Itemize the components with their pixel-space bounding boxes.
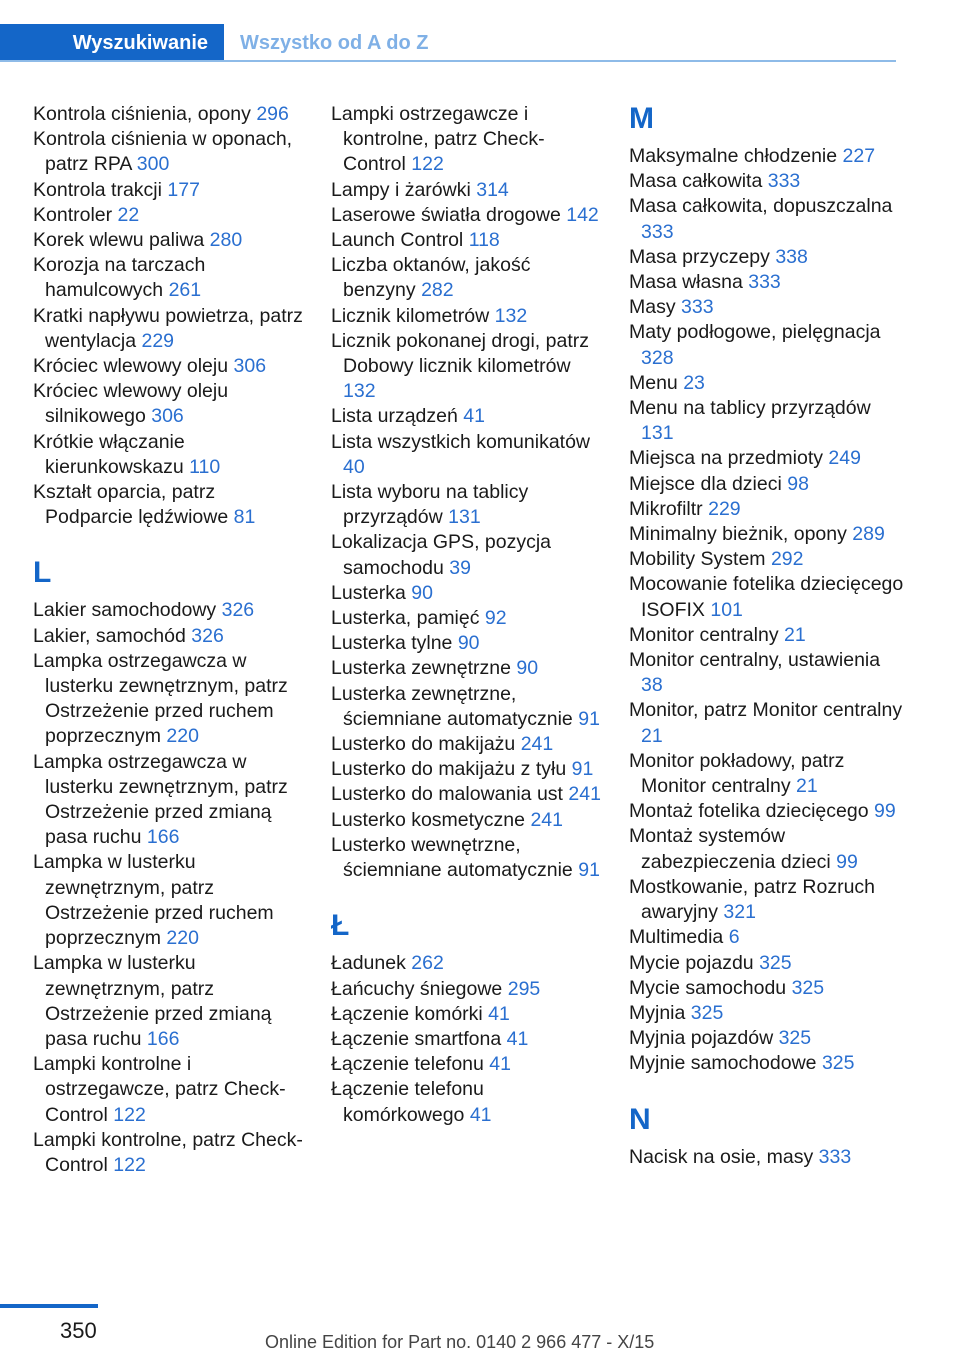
entry-term: Mostkowanie, patrz Rozruch awaryjny <box>629 875 876 924</box>
index-entry <box>33 228 303 253</box>
tab-a-to-z[interactable]: Wszystko od A do Z <box>240 31 429 54</box>
entry-term: Korozja na tarczach hamulcowych <box>33 254 206 302</box>
entry-term: Montaż systemów zabezpieczenia dzieci <box>629 825 831 873</box>
index-column-2 <box>331 102 606 1128</box>
index-entry <box>629 169 904 194</box>
index-entry <box>33 850 303 951</box>
section-letter: N <box>629 1102 651 1136</box>
index-entry <box>331 977 606 1002</box>
index-entry <box>629 472 904 497</box>
index-entry <box>629 976 904 1001</box>
index-entry <box>331 304 606 329</box>
page-link[interactable]: 92 <box>484 607 507 630</box>
page-link[interactable]: 132 <box>343 380 376 403</box>
entry-term: Multimedia <box>629 926 724 949</box>
entry-term: Lusterko do makijażu <box>331 733 516 756</box>
page-link[interactable]: 91 <box>571 758 594 781</box>
index-entry <box>33 127 303 177</box>
entry-term: Lakier samochodowy <box>33 599 217 622</box>
page-link[interactable]: 333 <box>818 1145 852 1168</box>
index-entry <box>331 656 606 681</box>
index-entry <box>331 808 606 833</box>
entry-term: Masy <box>629 296 676 319</box>
page-link[interactable]: 21 <box>796 775 818 798</box>
entry-term: Lista urządzeń <box>331 405 458 428</box>
index-entry <box>629 925 904 950</box>
section-letter: L <box>33 556 52 590</box>
index-entry <box>331 631 606 656</box>
entry-term: Licznik kilometrów <box>331 304 490 327</box>
page-link[interactable]: 81 <box>233 506 256 529</box>
entry-term: Lampka w lusterku zewnętrznym, patrz Ostrzeżenie przed ruchem poprzecznym <box>33 851 274 950</box>
page-link[interactable]: 90 <box>516 657 539 680</box>
tab-search[interactable]: Wyszukiwanie <box>0 24 224 62</box>
page-link[interactable]: 41 <box>469 1103 492 1126</box>
index-entry <box>629 547 904 572</box>
index-entry <box>33 1128 303 1178</box>
footer-divider <box>0 1304 98 1308</box>
page-link[interactable]: 40 <box>343 455 365 478</box>
page-link[interactable]: 325 <box>759 951 792 974</box>
entry-term: Lampka ostrzegawcza w lusterku zewnętrznym, patrz Ostrzeżenie przed ruchem poprzecznym <box>33 649 288 748</box>
index-entry <box>331 581 606 606</box>
index-entry <box>629 824 904 874</box>
page-link[interactable]: 227 <box>842 145 876 167</box>
index-entry <box>629 1145 904 1170</box>
index-entry <box>331 1052 606 1077</box>
page-link[interactable]: 289 <box>852 523 885 546</box>
page-link[interactable]: 282 <box>421 279 454 302</box>
page-link[interactable]: 166 <box>146 1027 180 1050</box>
index-entry <box>629 1051 904 1076</box>
index-entry <box>33 649 303 750</box>
index-entry <box>331 833 606 883</box>
index-entry <box>629 396 904 446</box>
index-entry <box>629 572 904 622</box>
page-link[interactable]: 292 <box>770 548 804 571</box>
entry-term: Lusterko wewnętrzne, ściemniane automatycznie <box>331 833 573 882</box>
entry-term: Lampki ostrzegawcze i kontrolne, patrz Check-Control <box>331 103 545 176</box>
entry-term: Monitor centralny <box>629 623 779 646</box>
page-link[interactable]: 229 <box>708 497 741 520</box>
page-link[interactable]: 333 <box>641 220 674 243</box>
index-entry <box>33 203 303 228</box>
page-number: 350 <box>60 1318 97 1343</box>
page-link[interactable]: 98 <box>787 472 809 495</box>
entry-term: Lusterko do makijażu z tyłu <box>331 758 567 781</box>
page-header <box>0 0 960 64</box>
entry-term: Krótkie włączanie kierunkowskazu <box>33 430 185 478</box>
entry-term: Menu na tablicy przyrządów <box>629 397 871 420</box>
entry-term: Lokalizacja GPS, pozycja samochodu <box>331 531 552 579</box>
page-link[interactable]: 295 <box>507 977 541 1000</box>
page-link[interactable]: 261 <box>168 279 202 302</box>
page-link[interactable]: 249 <box>828 447 861 470</box>
entry-term: Lusterko kosmetyczne <box>331 808 526 831</box>
index-entry <box>33 624 303 649</box>
entry-term: Mikrofiltr <box>629 497 703 520</box>
index-entry <box>629 295 904 320</box>
entry-term: Maty podłogowe, pielęgnacja <box>629 321 881 344</box>
page-link[interactable]: 21 <box>784 623 806 646</box>
page-link[interactable]: 241 <box>520 733 554 756</box>
entry-term: Lakier, samochód <box>33 624 186 647</box>
index-entry <box>629 522 904 547</box>
index-entry <box>331 757 606 782</box>
section-letter: M <box>629 102 654 135</box>
page-link[interactable]: 306 <box>151 405 184 428</box>
entry-term: Nacisk na osie, masy <box>629 1145 814 1168</box>
entry-term: Miejsca na przedmioty <box>629 447 823 470</box>
index-entry <box>629 749 904 799</box>
entry-term: Mocowanie fotelika dziecięcego ISOFIX <box>629 573 904 621</box>
entry-term: Lampki kontrolne, patrz Check-Control <box>33 1128 303 1176</box>
page-link[interactable]: 325 <box>778 1027 812 1050</box>
index-entry <box>331 430 606 480</box>
index-entry <box>331 228 606 253</box>
entry-term: Korek wlewu paliwa <box>33 229 205 252</box>
page-link[interactable]: 91 <box>578 859 600 882</box>
page-link[interactable]: 122 <box>113 1153 146 1176</box>
page-link[interactable]: 6 <box>728 926 740 949</box>
page-link[interactable]: 110 <box>189 455 221 478</box>
index-column-3 <box>629 102 904 1170</box>
index-entry <box>331 102 606 178</box>
index-entry <box>33 1052 303 1128</box>
entry-term: Ładunek <box>331 952 406 975</box>
entry-term: Masa przyczepy <box>629 245 770 268</box>
page-link[interactable]: 132 <box>494 304 528 327</box>
page-link[interactable]: 41 <box>489 1053 511 1076</box>
page-link[interactable]: 328 <box>641 346 674 369</box>
index-entry <box>629 497 904 522</box>
entry-term: Króciec wlewowy oleju silnikowego <box>33 380 229 428</box>
entry-term: Lampka w lusterku zewnętrznym, patrz Ostrzeżenie przed zmianą pasa ruchu <box>33 952 272 1050</box>
entry-term: Kształt oparcia, patrz Podparcie lędźwiowe <box>33 481 229 529</box>
page-link[interactable]: 41 <box>463 405 485 428</box>
index-entry <box>33 430 303 480</box>
page-link[interactable]: 90 <box>457 632 480 655</box>
index-entry <box>629 1026 904 1051</box>
page-link[interactable]: 122 <box>113 1103 146 1126</box>
page-link[interactable]: 333 <box>767 170 801 193</box>
index-entry <box>331 1027 606 1052</box>
page-link[interactable]: 333 <box>748 271 781 294</box>
page-link[interactable]: 122 <box>411 153 444 176</box>
page-link[interactable]: 21 <box>641 724 663 747</box>
index-entry <box>331 1002 606 1027</box>
entry-term: Lusterka, pamięć <box>331 607 480 630</box>
entry-term: Lusterka tylne <box>331 632 453 655</box>
entry-term: Lusterka zewnętrzne, ściemniane automatycznie <box>331 682 573 730</box>
entry-term: Masa całkowita, dopuszczalna <box>629 195 893 218</box>
page-link[interactable]: 229 <box>141 329 175 352</box>
index-entry <box>629 194 904 244</box>
page-link[interactable]: 142 <box>566 203 599 226</box>
header-divider <box>0 60 896 62</box>
page-link[interactable]: 326 <box>221 599 255 622</box>
entry-term: Mycie pojazdu <box>629 951 754 974</box>
page-link[interactable]: 241 <box>530 808 563 831</box>
entry-term: Monitor centralny, ustawienia <box>629 649 881 672</box>
page-link[interactable]: 296 <box>256 103 289 125</box>
page-link[interactable]: 41 <box>488 1002 510 1025</box>
index-entry <box>33 480 303 530</box>
index-entry <box>331 203 606 228</box>
index-entry <box>331 480 606 530</box>
page-link[interactable]: 321 <box>723 901 756 924</box>
page-link[interactable]: 91 <box>578 707 600 730</box>
entry-term: Maksymalne chłodzenie <box>629 145 838 167</box>
entry-term: Liczba oktanów, jakość benzyny <box>331 254 531 302</box>
page-link[interactable]: 300 <box>136 153 170 176</box>
page-link[interactable]: 166 <box>146 826 180 849</box>
entry-term: Laserowe światła drogowe <box>331 203 561 226</box>
index-entry <box>629 799 904 824</box>
entry-term: Łączenie telefonu komórkowego <box>331 1078 484 1126</box>
index-entry <box>331 1077 606 1127</box>
entry-term: Łączenie smartfona <box>331 1027 502 1050</box>
entry-term: Lista wszystkich komunikatów <box>331 430 591 453</box>
entry-term: Myjnia pojazdów <box>629 1027 774 1050</box>
index-entry <box>629 245 904 270</box>
entry-term: Monitor, patrz Monitor centralny <box>629 699 903 722</box>
page-link[interactable]: 280 <box>209 229 243 252</box>
page-link[interactable]: 90 <box>411 581 433 604</box>
index-entry <box>629 446 904 471</box>
index-entry <box>629 1001 904 1026</box>
index-entry <box>629 951 904 976</box>
index-entry <box>629 698 904 748</box>
index-entry <box>33 253 303 303</box>
index-entry <box>331 530 606 580</box>
page-link[interactable]: 338 <box>775 245 808 268</box>
index-entry <box>629 875 904 925</box>
index-entry <box>629 144 904 169</box>
entry-term: Myjnia <box>629 1001 686 1024</box>
page-link[interactable]: 99 <box>873 800 896 823</box>
index-entry <box>629 320 904 370</box>
index-entry <box>331 329 606 405</box>
index-entry <box>33 750 303 851</box>
edition-note: Online Edition for Part no. 0140 2 966 477 - X/15 <box>265 1332 655 1352</box>
page-link[interactable]: 39 <box>449 556 471 579</box>
entry-term: Launch Control <box>331 229 464 252</box>
index-entry <box>331 732 606 757</box>
page-link[interactable]: 23 <box>683 371 705 394</box>
entry-term: Łańcuchy śniegowe <box>331 977 503 1000</box>
index-entry <box>33 379 303 429</box>
entry-term: Myjnie samochodowe <box>629 1052 817 1075</box>
index-entry <box>33 354 303 379</box>
index-entry <box>331 782 606 807</box>
entry-term: Lampka ostrzegawcza w lusterku zewnętrznym, patrz Ostrzeżenie przed zmianą pasa ruchu <box>33 750 288 849</box>
index-entry <box>331 606 606 631</box>
entry-term: Kontrola ciśnienia w oponach, patrz RPA <box>33 128 293 176</box>
page-link[interactable]: 220 <box>166 927 199 950</box>
page-link[interactable]: 131 <box>641 422 674 445</box>
index-entry <box>33 178 303 203</box>
entry-term: Menu <box>629 371 678 394</box>
entry-term: Lusterka zewnętrzne <box>331 657 511 680</box>
entry-term: Łączenie komórki <box>331 1002 483 1025</box>
page-link[interactable]: 177 <box>167 178 200 201</box>
index-entry <box>629 623 904 648</box>
entry-term: Kontroler <box>33 203 113 226</box>
entry-term: Kontrola trakcji <box>33 178 162 201</box>
section-letter: Ł <box>331 909 350 943</box>
entry-term: Montaż fotelika dziecięcego <box>629 800 869 823</box>
index-entry <box>33 102 303 127</box>
page-link[interactable]: 38 <box>641 674 663 697</box>
entry-term: Masa całkowita <box>629 170 763 193</box>
index-entry <box>629 270 904 295</box>
entry-term: Mobility System <box>629 548 766 571</box>
index-entry <box>629 648 904 698</box>
index-column-1 <box>33 102 303 1178</box>
page-link[interactable]: 41 <box>506 1027 529 1050</box>
entry-term: Monitor pokładowy, patrz Monitor centralny <box>629 749 845 798</box>
index-entry <box>331 951 606 976</box>
entry-term: Minimalny bieżnik, opony <box>629 523 847 546</box>
page-link[interactable]: 22 <box>117 203 140 226</box>
page-link[interactable]: 262 <box>411 952 444 975</box>
page-link[interactable]: 325 <box>690 1001 724 1024</box>
page-link[interactable]: 131 <box>448 506 481 529</box>
index-entry <box>331 682 606 732</box>
index-entry <box>331 253 606 303</box>
entry-term: Mycie samochodu <box>629 976 787 999</box>
page-link[interactable]: 118 <box>468 229 500 252</box>
page-link[interactable]: 314 <box>476 178 509 201</box>
index-entry <box>33 598 303 623</box>
entry-term: Lusterko do malowania ust <box>331 783 563 806</box>
index-entry <box>331 404 606 429</box>
page-link[interactable]: 99 <box>836 850 858 873</box>
index-entry <box>629 371 904 396</box>
entry-term: Lampki kontrolne i ostrzegawcze, patrz Check-Control <box>33 1053 286 1126</box>
page-link[interactable]: 325 <box>791 976 825 999</box>
page-link[interactable]: 241 <box>568 783 601 806</box>
entry-term: Masa własna <box>629 271 743 294</box>
page-link[interactable]: 101 <box>710 598 743 621</box>
entry-term: Lista wyboru na tablicy przyrządów <box>331 481 529 529</box>
entry-term: Łączenie telefonu <box>331 1053 484 1076</box>
entry-term: Kontrola ciśnienia, opony <box>33 103 251 125</box>
entry-term: Miejsce dla dzieci <box>629 472 782 495</box>
index-entry <box>33 304 303 354</box>
entry-term: Lusterka <box>331 581 406 604</box>
entry-term: Lampy i żarówki <box>331 178 471 201</box>
page-link[interactable]: 325 <box>821 1052 855 1075</box>
entry-term: Króciec wlewowy oleju <box>33 355 229 378</box>
index-entry <box>33 951 303 1052</box>
page-link[interactable]: 333 <box>681 296 714 319</box>
page-link[interactable]: 306 <box>233 355 267 378</box>
page-link[interactable]: 220 <box>166 725 199 748</box>
index-entry <box>331 178 606 203</box>
entry-term: Licznik pokonanej drogi, patrz Dobowy licznik kilometrów <box>331 329 589 378</box>
entry-term: Kratki napływu powietrza, patrz wentylacja <box>33 304 303 352</box>
page-link[interactable]: 326 <box>191 624 224 647</box>
